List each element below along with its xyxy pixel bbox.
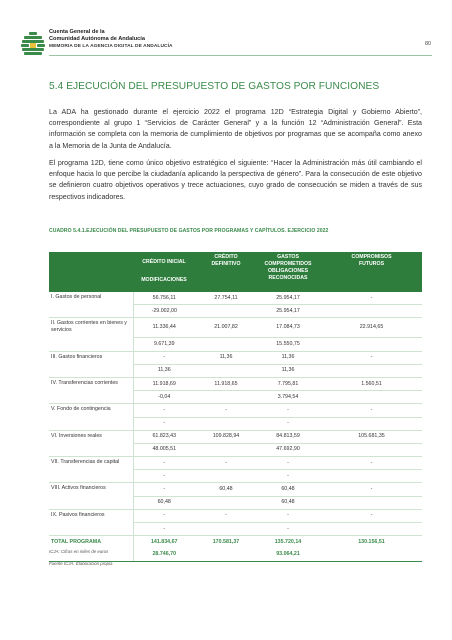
header-credito-line2: DEFINITIVO [211, 261, 241, 267]
cell-reconocidas: - [257, 470, 319, 483]
cell-modificaciones: 60,48 [133, 496, 195, 509]
cell-credito-definitivo: 11.918,65 [195, 377, 257, 390]
cell-reconocidas: - [257, 417, 319, 430]
cell-modificaciones: 9.671,39 [133, 338, 195, 351]
table-row [49, 377, 422, 390]
cell-credito-inicial: 11.336,44 [133, 318, 195, 338]
cell-modificaciones: - [133, 417, 195, 430]
document-subtitle: MEMORIA DE LA AGENCIA DIGITAL DE ANDALUCÍA [49, 44, 173, 49]
row-label: VIII. Activos financieros [49, 483, 133, 509]
cell-credito-inicial: 11.918,69 [133, 377, 195, 390]
cell-credito-definitivo: - [195, 457, 257, 470]
row-label: II. Gastos corrientes en bienes y servicios [49, 318, 133, 351]
cell-futuros: 1.560,51 [321, 377, 422, 390]
junta-andalucia-logo-icon [20, 31, 46, 59]
header-credito-line1: CRÉDITO [214, 254, 238, 260]
cell-comprometidos: - [257, 457, 319, 470]
row-label: IV. Transferencias corrientes [49, 377, 133, 403]
cell-futuros: - [321, 457, 422, 470]
cell-credito-inicial: - [133, 457, 195, 470]
total-comprometidos: 135.720,14 [257, 536, 319, 549]
cell-futuros: - [321, 292, 422, 305]
source-note: Fuente ICJA. Elaboración propia [49, 561, 113, 566]
table-row [49, 457, 422, 470]
row-label: VI. Inversiones reales [49, 430, 133, 456]
cell-credito-definitivo: - [195, 509, 257, 522]
cell-comprometidos: 17.084,73 [257, 318, 319, 338]
cell-modificaciones: - [133, 523, 195, 536]
table-row [49, 483, 422, 496]
cell-comprometidos: 7.795,81 [257, 377, 319, 390]
header-blank-cell [49, 252, 133, 292]
table-header [49, 252, 422, 292]
header-credito-inicial [133, 252, 195, 292]
cell-credito-inicial: - [133, 483, 195, 496]
cell-modificaciones: -29.002,00 [133, 305, 195, 318]
cell-modificaciones: - [133, 470, 195, 483]
total-futuros: 130.156,51 [321, 536, 422, 549]
cell-futuros: - [321, 351, 422, 364]
section-title: 5.4 EJECUCIÓN DEL PRESUPUESTO DE GASTOS POR FUNCIONES [49, 81, 380, 92]
org-name-line1: Cuenta General de la [49, 29, 105, 35]
cell-credito-inicial: 61.823,43 [133, 430, 195, 443]
org-name-line2: Comunidad Autónoma de Andalucía [49, 35, 145, 42]
row-label: VII. Transferencias de capital [49, 457, 133, 483]
table-row [49, 292, 422, 305]
header-credito-definitivo [195, 252, 257, 292]
cell-credito-inicial: - [133, 404, 195, 417]
cell-modificaciones: 11,36 [133, 364, 195, 377]
table-body [49, 292, 422, 561]
total-label: TOTAL PROGRAMA [49, 536, 133, 561]
organization-name [49, 29, 145, 42]
cell-reconocidas: 11,36 [257, 364, 319, 377]
cell-credito-inicial: - [133, 509, 195, 522]
total-credito-definitivo: 170.581,37 [195, 536, 257, 549]
cell-credito-definitivo: 27.754,11 [195, 292, 257, 305]
cell-reconocidas: 47.692,90 [257, 443, 319, 456]
cell-credito-definitivo: 60,48 [195, 483, 257, 496]
cell-reconocidas: 25.954,17 [257, 305, 319, 318]
header-compromisos-line1: COMPROMISOS [351, 254, 392, 260]
table-row [49, 351, 422, 364]
header-gastos-line2: COMPROMETIDOS [264, 261, 312, 267]
budget-execution-table [49, 252, 422, 562]
total-modificaciones: 28.746,70 [133, 548, 195, 561]
header-modificaciones-label: MODIFICACIONES [141, 277, 187, 283]
cell-modificaciones: -0,04 [133, 391, 195, 404]
cell-modificaciones: 48.005,51 [133, 443, 195, 456]
paragraph-2: El programa 12D, tiene como único objetivo estratégico el siguiente: “Hacer la Administración más útil cambiando el enfoque hacia lo que percibe la ciudadanía aplicando la perspectiva de género”. Para la consecución de este objetivo se definieron cuatro objetivos operativos y trece actuaciones, cuyo grado de consecución se miden a través de sus respectivos indicadores. [49, 159, 422, 201]
cell-futuros: 22.914,65 [321, 318, 422, 338]
cell-futuros: - [321, 483, 422, 496]
cell-comprometidos: - [257, 509, 319, 522]
cell-reconocidas: - [257, 523, 319, 536]
header-gastos [257, 252, 319, 292]
cell-comprometidos: 84.813,59 [257, 430, 319, 443]
cell-futuros: 105.681,35 [321, 430, 422, 443]
row-label: III. Gastos financieros [49, 351, 133, 377]
table-row [49, 430, 422, 443]
cell-credito-inicial: - [133, 351, 195, 364]
header-gastos-line3: OBLIGACIONES [267, 268, 309, 274]
row-label: I. Gastos de personal [49, 292, 133, 318]
page-header [20, 29, 432, 59]
cell-credito-inicial: 56.756,11 [133, 292, 195, 305]
cell-comprometidos: 60,48 [257, 483, 319, 496]
total-row [49, 536, 422, 549]
cell-credito-definitivo: 21.007,82 [195, 318, 257, 338]
header-divider [49, 55, 432, 56]
cell-reconocidas: 60,48 [257, 496, 319, 509]
page-number: 80 [425, 41, 431, 47]
table-row [49, 404, 422, 417]
cell-reconocidas: 15.550,75 [257, 338, 319, 351]
table-caption: CUADRO 5.4.1.EJECUCIÓN DEL PRESUPUESTO DE GASTOS POR PROGRAMAS Y CAPÍTULOS. EJERCICIO 2022 [49, 228, 329, 234]
total-credito-inicial: 141.834,67 [133, 536, 195, 549]
total-reconocidas: 93.064,21 [257, 548, 319, 561]
cell-futuros: - [321, 509, 422, 522]
cell-comprometidos: 25.954,17 [257, 292, 319, 305]
header-gastos-line4: RECONOCIDAS [268, 275, 308, 281]
row-label: IX. Pasivos financieros [49, 509, 133, 535]
table-row [49, 509, 422, 522]
paragraph-1: La ADA ha gestionado durante el ejercicio 2022 el programa 12D “Estrategia Digital y Gobierno Abierto”, correspondiente al grupo 1 “Servicios de Carácter General” y a la función 12 “Administración General”. Esta información se completa con la memoria de cumplimiento de objetivos por programas que se acompaña como anexo a la Memoria de la Junta de Andalucía. [49, 108, 422, 150]
cell-comprometidos: - [257, 404, 319, 417]
cell-credito-definitivo: - [195, 404, 257, 417]
cell-credito-definitivo: 109.828,94 [195, 430, 257, 443]
header-credito-inicial-label: CRÉDITO INICIAL [142, 259, 186, 265]
units-note: ICJA: Cifras en miles de euros [49, 549, 109, 554]
cell-comprometidos: 11,36 [257, 351, 319, 364]
header-compromisos [321, 252, 422, 292]
header-gastos-line1: GASTOS [277, 254, 299, 260]
table-row [49, 318, 422, 338]
cell-futuros: - [321, 404, 422, 417]
row-label: V. Fondo de contingencia [49, 404, 133, 430]
cell-reconocidas: 3.794,54 [257, 391, 319, 404]
header-compromisos-line2: FUTUROS [358, 261, 385, 267]
cell-credito-definitivo: 11,36 [195, 351, 257, 364]
